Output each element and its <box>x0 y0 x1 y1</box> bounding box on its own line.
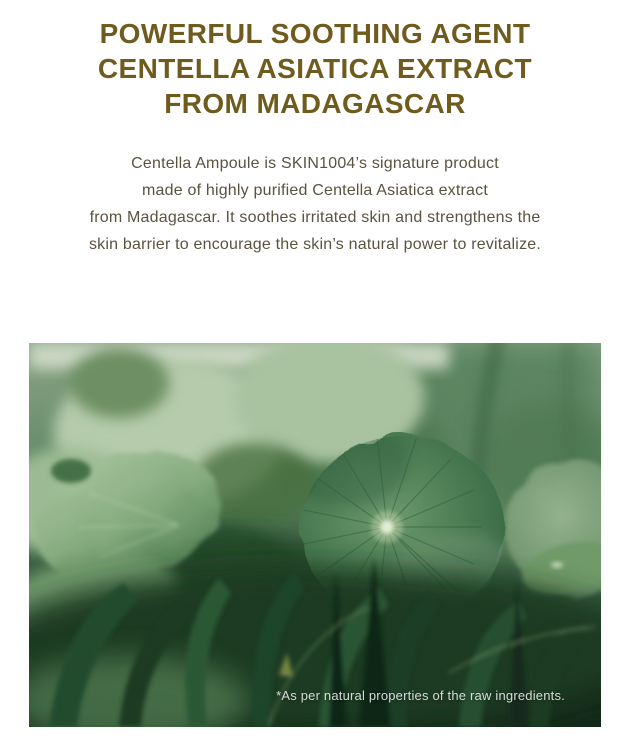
description-line: Centella Ampoule is SKIN1004’s signature product <box>131 155 499 172</box>
centella-photo <box>29 343 601 727</box>
centella-photo-art <box>29 343 601 727</box>
heading-line: CENTELLA ASIATICA EXTRACT <box>97 53 533 84</box>
section-heading <box>0 0 630 121</box>
heading-line: FROM MADAGASCAR <box>164 88 466 119</box>
description-line: from Madagascar. It soothes irritated skin and strengthens the <box>89 209 541 226</box>
photo-caption: *As per natural properties of the raw ingredients. <box>276 688 565 703</box>
section-description <box>0 150 630 258</box>
heading-line: POWERFUL SOOTHING AGENT <box>99 18 531 49</box>
description-line: made of highly purified Centella Asiatica extract <box>142 182 488 199</box>
description-line: skin barrier to encourage the skin’s natural power to revitalize. <box>88 236 542 253</box>
